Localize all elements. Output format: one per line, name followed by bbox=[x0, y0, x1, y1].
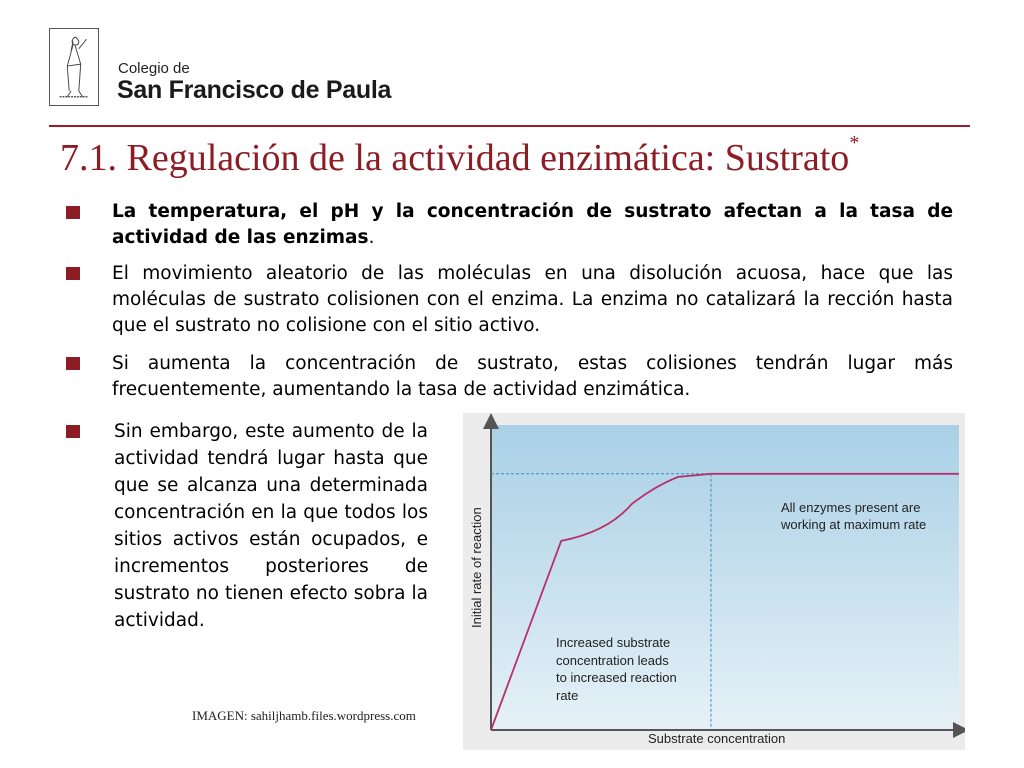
bullet-4-text: Sin embargo, este aumento de la actividad tendrá lugar hasta que que se alcanza una determinada concentración en la que todos los sitios activos están ocupados, e incrementos posteriores de sustrato no tienen efecto sobra la actividad. bbox=[114, 421, 428, 631]
school-name-line1: Colegio de bbox=[118, 60, 190, 77]
annotation-max-rate bbox=[781, 499, 959, 541]
image-credit: IMAGEN: sahiljhamb.files.wordpress.com bbox=[192, 708, 416, 723]
bullet-square-icon bbox=[66, 425, 80, 438]
x-axis-label: Substrate concentration bbox=[648, 731, 786, 746]
y-axis-label: Initial rate of reaction bbox=[469, 507, 484, 628]
bullet-square-icon bbox=[66, 206, 80, 219]
school-logo bbox=[49, 28, 99, 106]
bullet-3-text: Si aumenta la concentración de sustrato, estas colisiones tendrán lugar más frecuentemente, aumentando la tasa de actividad enzimática. bbox=[112, 353, 953, 400]
saint-emblem-icon bbox=[50, 29, 98, 105]
chart-svg bbox=[463, 413, 965, 750]
bullet-1-text bbox=[112, 199, 953, 251]
annotation-increased-rate bbox=[556, 634, 678, 708]
page-title bbox=[60, 132, 860, 180]
school-name-line2: San Francisco de Paula bbox=[117, 76, 392, 104]
annotation-max-rate-text: All enzymes present are working at maximum rate bbox=[781, 500, 927, 532]
bullet-square-icon bbox=[66, 267, 80, 280]
annotation-increased-rate-text: Increased substrate concentration leads to increased reaction rate bbox=[556, 635, 677, 703]
title-rule bbox=[49, 125, 970, 127]
bullet-2-text: El movimiento aleatorio de las moléculas en una disolución acuosa, hace que las moléculas de sustrato colisionen con el enzima. La enzima no catalizará la rección hasta que el sustrato no colisione con el sitio activo. bbox=[112, 263, 953, 336]
bullet-square-icon bbox=[66, 357, 80, 370]
bullet-1-bold: La temperatura, el pH y la concentración de sustrato afectan a la tasa de actividad de las enzimas bbox=[112, 201, 953, 248]
enzyme-rate-chart bbox=[463, 413, 965, 750]
title-footnote-mark: * bbox=[849, 132, 860, 154]
title-text: 7.1. Regulación de la actividad enzimática: Sustrato bbox=[60, 137, 850, 179]
bullet-1-period: . bbox=[368, 227, 375, 248]
